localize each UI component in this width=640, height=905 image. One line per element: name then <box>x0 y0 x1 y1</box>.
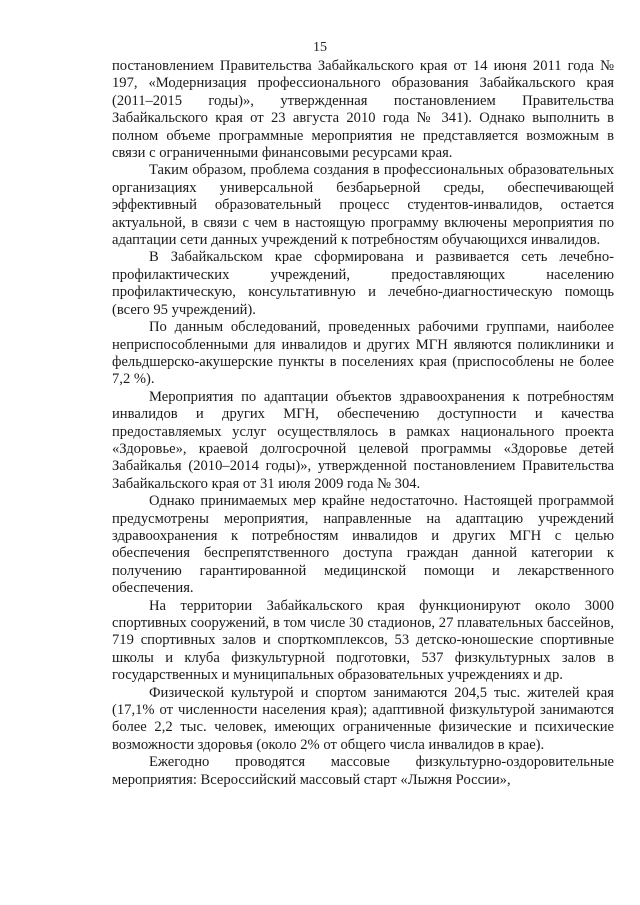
paragraph: На территории Забайкальского края функционируют около 3000 спортивных сооружений, в том числе 30 стадионов, 27 плавательных бассейнов, 719 спортивных залов и спорткомплексов, 53 детско-юношеские спортивные школы и клуба физкультурной подготовки, 537 физкультурных залов в государственных и муниципальных образовательных учреждениях и др. <box>112 597 614 684</box>
paragraph-continuation: постановлением Правительства Забайкальского края от 14 июня 2011 года № 197, «Модернизация профессионального образования Забайкальского края (2011–2015 годы)», утвержденная постановлением Правительства Забайкальского края от 23 августа 2010 года № 341). Однако выполнить в полном объеме программные мероприятия не представляется возможным в связи с ограниченными финансовыми ресурсами края. <box>112 58 614 162</box>
paragraph: В Забайкальском крае сформирована и развивается сеть лечебно-профилактических учреждений, предоставляющих населению профилактическую, консультативную и лечебно-диагностическую помощь (всего 95 учреждений). <box>112 249 614 318</box>
paragraph: По данным обследований, проведенных рабочими группами, наиболее неприспособленными для инвалидов и других МГН являются поликлиники и фельдшерско-акушерские пункты в поселениях края (приспособлены не более 7,2 %). <box>112 319 614 388</box>
document-body <box>112 58 614 789</box>
paragraph: Ежегодно проводятся массовые физкультурно-оздоровительные мероприятия: Всероссийский массовый старт «Лыжня России», <box>112 754 614 788</box>
paragraph: Мероприятия по адаптации объектов здравоохранения к потребностям инвалидов и других МГН, обеспечению доступности и качества предоставляемых услуг осуществлялось в рамках национального проекта «Здоровье», краевой долгосрочной целевой программы «Здоровье детей Забайкалья (2010–2014 годы)», утвержденной постановлением Правительства Забайкальского края от 31 июля 2009 года № 304. <box>112 388 614 492</box>
page-number: 15 <box>313 40 327 55</box>
paragraph: Таким образом, проблема создания в профессиональных образовательных организациях универсальной безбарьерной среды, обеспечивающей эффективный образовательный процесс студентов-инвалидов, остается актуальной, в связи с чем в настоящую программу включены мероприятия по адаптации сети данных учреждений к потребностям обучающихся инвалидов. <box>112 162 614 249</box>
paragraph: Однако принимаемых мер крайне недостаточно. Настоящей программой предусмотрены мероприятия, направленные на адаптацию учреждений здравоохранения к потребностям инвалидов и других МГН с целью обеспечения беспрепятственного доступа граждан данной категории к получению гарантированной медицинской помощи и лекарственного обеспечения. <box>112 493 614 597</box>
paragraph: Физической культурой и спортом занимаются 204,5 тыс. жителей края (17,1% от численности населения края); адаптивной физкультурой занимаются более 2,2 тыс. человек, имеющих ограниченные физические и психические возможности здоровья (около 2% от общего числа инвалидов в крае). <box>112 684 614 753</box>
